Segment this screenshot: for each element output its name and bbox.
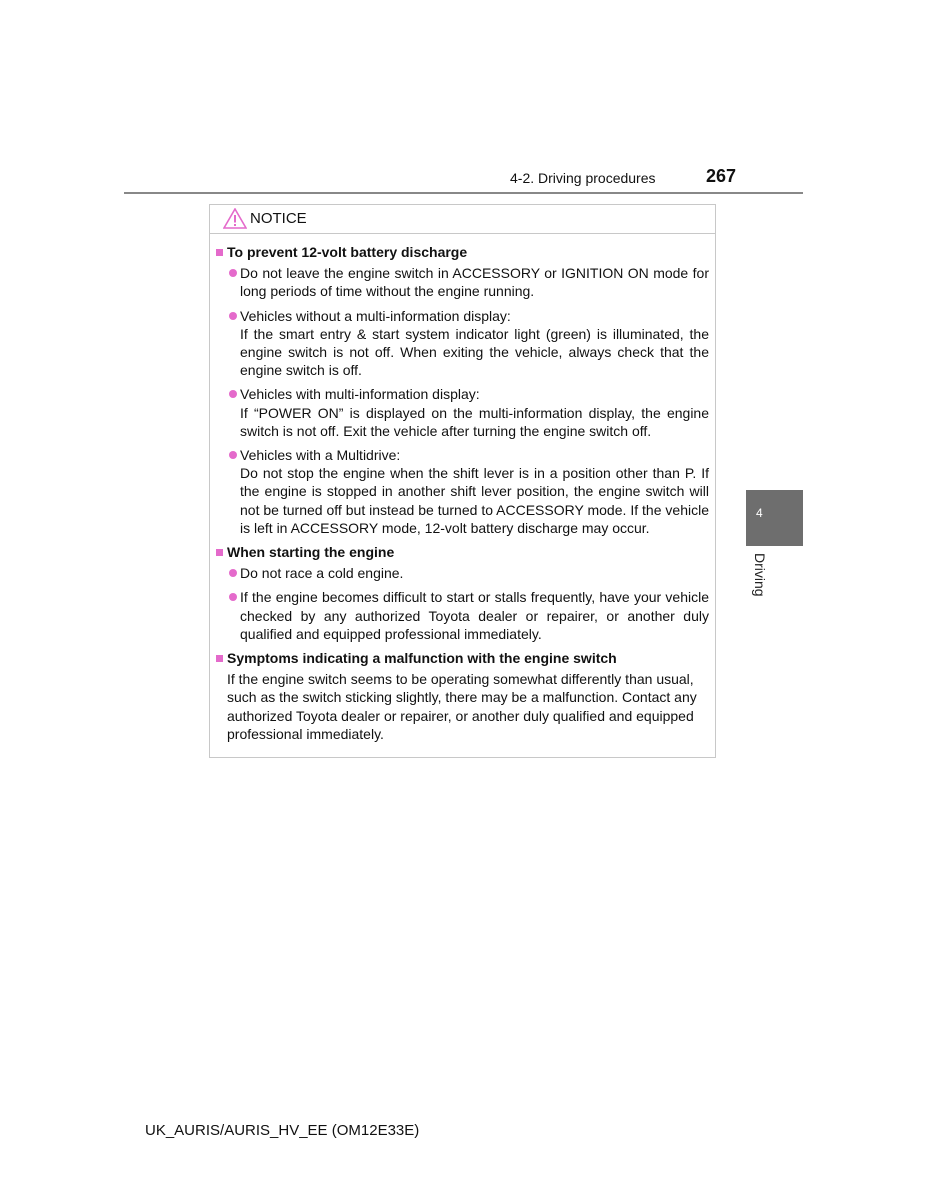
square-bullet-icon: [216, 249, 223, 256]
round-bullet-icon: [229, 269, 237, 277]
header-section-title: 4-2. Driving procedures: [510, 170, 656, 186]
round-bullet-icon: [229, 312, 237, 320]
bullet-text: If “POWER ON” is displayed on the multi-information display, the engine switch is not off. Exit the vehicle after turning the engine switch off.: [240, 404, 709, 439]
bullet-item: [216, 564, 709, 582]
section-heading: [216, 243, 709, 261]
notice-header: [210, 205, 715, 234]
bullet-item: [216, 264, 709, 300]
section-paragraph: [216, 670, 709, 743]
bullet-item: [216, 385, 709, 440]
footer-code: UK_AURIS/AURIS_HV_EE (OM12E33E): [145, 1122, 420, 1139]
section-heading: [216, 649, 709, 667]
round-bullet-icon: [229, 569, 237, 577]
notice-body: [210, 234, 715, 743]
bullet-text: Vehicles with a Multidrive:: [240, 447, 401, 464]
section-heading-text: To prevent 12-volt battery discharge: [227, 244, 468, 260]
bullet-item: [216, 446, 709, 537]
round-bullet-icon: [229, 390, 237, 398]
chapter-label: Driving: [752, 553, 768, 597]
section-heading-text: Symptoms indicating a malfunction with the engine switch: [227, 650, 617, 667]
bullet-text: Do not race a cold engine.: [240, 565, 404, 582]
square-bullet-icon: [216, 655, 223, 662]
notice-title: NOTICE: [250, 210, 307, 227]
section-heading: [216, 543, 709, 561]
section-heading-text: When starting the engine: [227, 544, 395, 561]
bullet-item: [216, 588, 709, 643]
warning-triangle-icon: [223, 208, 247, 229]
bullet-item: [216, 307, 709, 380]
chapter-tab: [746, 490, 803, 546]
bullet-text: If the smart entry & start system indicator light (green) is illuminated, the engine switch is not off. When exiting the vehicle, always check that the engine switch is off.: [240, 325, 709, 379]
bullet-text: Do not leave the engine switch in ACCESSORY or IGNITION ON mode for long periods of time without the engine running.: [240, 265, 709, 300]
bullet-text: Do not stop the engine when the shift lever is in a position other than P. If the engine is stopped in another shift lever position, the engine switch will not be turned off but instead be turned to ACCESSORY mode. If the vehicle is left in ACCESSORY mode, 12-volt battery discharge may occur.: [240, 465, 709, 536]
notice-box: [209, 204, 716, 758]
bullet-text: If the engine becomes difficult to start or stalls frequently, have your vehicle checked by any authorized Toyota dealer or repairer, or another duly qualified and equipped professional immediately.: [240, 589, 709, 642]
header-rule: [124, 192, 803, 194]
bullet-text: Vehicles without a multi-information display:: [240, 307, 511, 324]
chapter-number: 4: [756, 506, 763, 520]
bullet-text: Vehicles with multi-information display:: [240, 386, 480, 403]
round-bullet-icon: [229, 593, 237, 601]
round-bullet-icon: [229, 451, 237, 459]
square-bullet-icon: [216, 549, 223, 556]
paragraph-text: If the engine switch seems to be operating somewhat differently than usual, such as the switch sticking slightly, there may be a malfunction. Contact any authorized Toyota dealer or repairer, or another duly qualified and equipped professional immediately.: [227, 671, 697, 742]
page-number: 267: [706, 166, 737, 186]
